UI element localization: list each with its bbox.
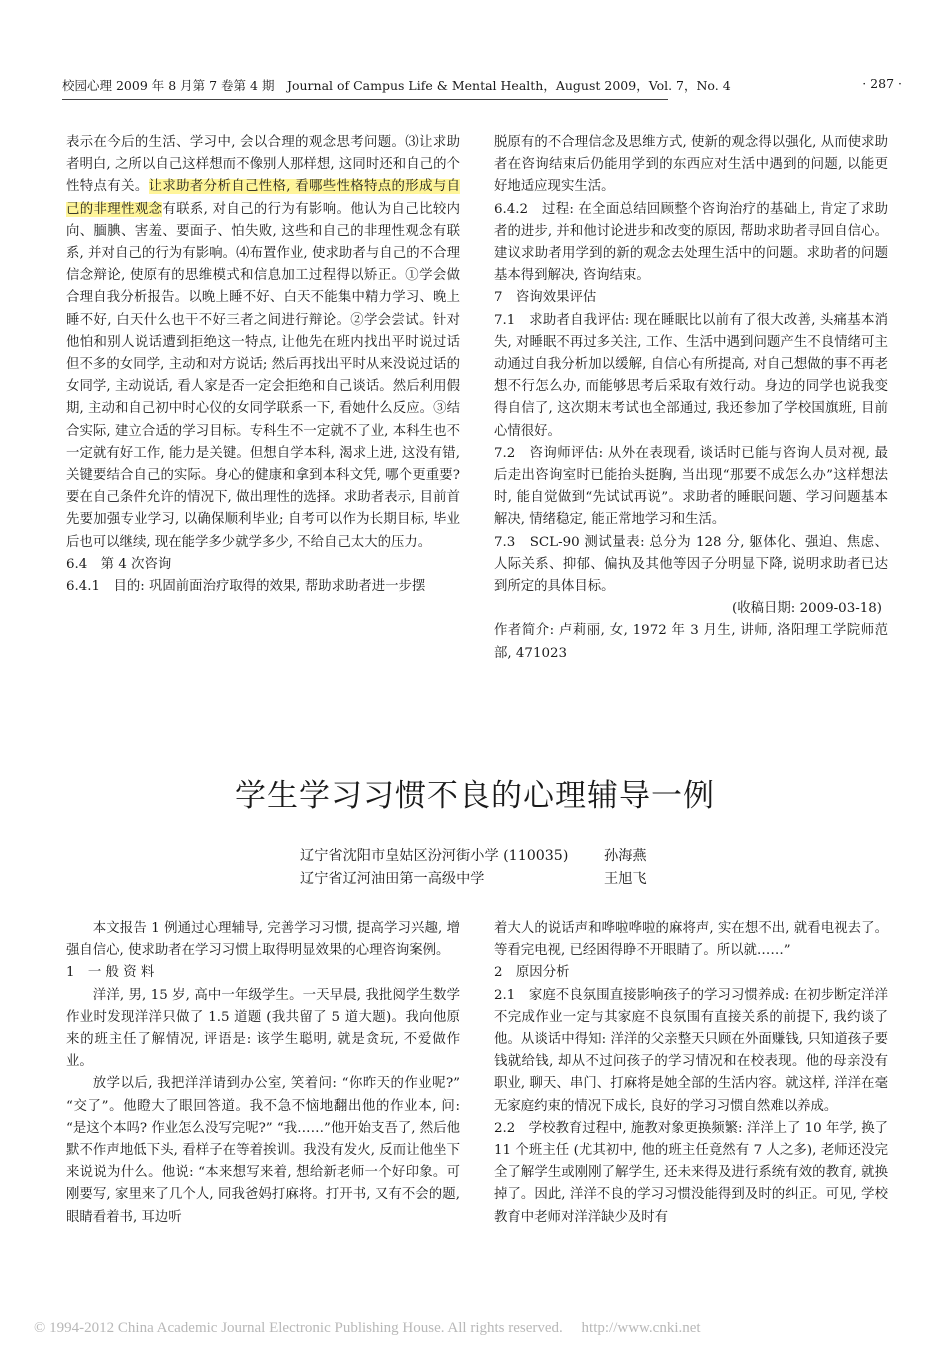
section-heading: 7 咨询效果评估 xyxy=(494,290,597,306)
article1-column-left xyxy=(66,132,460,598)
section-heading: 1 一 般 资 料 xyxy=(66,965,155,981)
author-name: 王旭飞 xyxy=(604,871,647,887)
article2-column-left xyxy=(66,918,460,1229)
article-title: 学生学习习惯不良的心理辅导一例 xyxy=(235,778,715,814)
author-name: 孙海燕 xyxy=(604,848,647,864)
paragraph-text: 有联系, 对自己的行为有影响。他认为自己比较内向、腼腆、害羞、要面子、怕失败, 这些和自己的非理性观念有联系, 并对自己的行为有影响。⑷布置作业, 使求助者与自己的不合理信念辩论, 使原有的思维模式和信息加工过程得以矫正。①学会做合理自我分析报告。以晚上睡不好、白天不能集中精力学习、晚上睡不好, 白天什么也干不好三者之间进行辩论。②学会尝试。针对他怕和别人说话遭到拒绝这一特点, 让他先在班内找出平时说过话但不多的女同学, 主动和对方说话; 然后再找出平时从来没说过话的女同学, 主动说话, 看人家是否一定会拒绝和自己谈话。然后利用假期, 主动和自己初中时心仪的女同学联系一下, 看她什么反应。③结合实际, 建立合适的学习目标。专科生不一定就不了业, 本科生也不一定就有好工作, 能力是关键。但想自学本科, 渴求上进, 这没有错, 关键要结合自己的实际。身心的健康和拿到本科文凭, 哪个更重要? 要在自己条件允许的情况下, 做出理性的选择。求助者表示, 目前首先要加强专业学习, 以确保顺利毕业; 自考可以作为长期目标, 毕业后也可以继续, 现在能学多少就学多少, 不给自己太大的压力。 xyxy=(66,201,460,550)
paragraph: 2.2 学校教育过程中, 施教对象更换频繁: 洋洋上了 10 年学, 换了 11 个班主任 (尤其初中, 他的班主任竟然有 7 人之多), 老师还没完全了解学生或刚刚了解学生, 还未来得及进行系统有效的教育, 就换掉了。因此, 洋洋不良的学习习惯没能得到及时的纠正。可见, 学校教育中老师对洋洋缺少及时有 xyxy=(494,1120,889,1225)
abstract: 本文报告 1 例通过心理辅导, 完善学习习惯, 提高学习兴趣, 增强自信心, 使求助者在学习习惯上取得明显效果的心理咨询案例。 xyxy=(66,921,460,959)
copyright-footer: © 1994-2012 China Academic Journal Electronic Publishing House. All rights reserved. http://www.cnki.net xyxy=(34,1320,701,1336)
affiliation: 辽宁省沈阳市皇姑区汾河街小学 (110035) xyxy=(300,848,569,864)
received-date: (收稿日期: 2009-03-18) xyxy=(732,601,882,617)
paragraph: 7.2 咨询师评估: 从外在表现看, 谈话时已能与咨询人员对视, 最后走出咨询室时已能抬头挺胸, 当出现“那要不成怎么办”这样想法时, 能自觉做到“先试试再说”。求助者的睡眠问题、学习问题基本解决, 情绪稳定, 能正常地学习和生活。 xyxy=(494,445,888,528)
paragraph: 6.4.1 目的: 巩固前面治疗取得的效果, 帮助求助者进一步摆 xyxy=(66,579,426,595)
author-bio: 作者简介: 卢莉丽, 女, 1972 年 3 月生, 讲师, 洛阳理工学院师范部, 471023 xyxy=(494,623,888,661)
paragraph: 7.3 SCL-90 测试量表: 总分为 128 分, 躯体化、强迫、焦虑、人际关系、抑郁、偏执及其他等因子分明显下降, 说明求助者已达到所定的具体目标。 xyxy=(494,534,888,595)
paragraph: 6.4.2 过程: 在全面总结回顾整个咨询治疗的基础上, 肯定了求助者的进步, 并和他讨论进步和改变的原因, 帮助求助者寻回自信心。建议求助者用学到的新的观念去处理生活中的问题。求助者的问题基本得到解决, 咨询结束。 xyxy=(494,201,888,284)
paragraph: 2.1 家庭不良氛围直接影响孩子的学习习惯养成: 在初步断定洋洋不完成作业一定与其家庭不良氛围有直接关系的前提下, 我约谈了他。从谈话中得知: 洋洋的父亲整天只顾在外面赚钱, 只知道孩子要钱就给钱, 却从不过问孩子的学习情况和在校表现。他的母亲没有职业, 聊天、串门、打麻将是她全部的生活内容。就这样, 洋洋在毫无家庭约束的情况下成长, 良好的学习习惯自然难以养成。 xyxy=(494,987,888,1114)
header-rule xyxy=(62,99,668,100)
paragraph: 脱原有的不合理信念及思维方式, 使新的观念得以强化, 从而使求助者在咨询结束后仍能用学到的东西应对生活中遇到的问题, 以能更好地适应现实生活。 xyxy=(494,135,888,195)
article2-column-right xyxy=(494,918,888,1229)
page-number: · 287 · xyxy=(862,76,902,91)
paragraph: 7.1 求助者自我评估: 现在睡眠比以前有了很大改善, 头痛基本消失, 对睡眠不再过多关注, 工作、生活中遇到问题产生不良情绪可主动通过自我分析加以缓解, 自信心有所提高, 对自己想做的事不再老想不行怎么办, 而能够思考后采取有效行动。身边的同学也说我变得自信了, 这次期末考试也全部通过, 我还参加了学校国旗班, 目前心情很好。 xyxy=(494,312,888,439)
section-heading: 2 原因分析 xyxy=(494,965,570,981)
paragraph xyxy=(66,132,460,554)
journal-header: 校园心理 2009 年 8 月第 7 卷第 4 期 Journal of Campus Life & Mental Health，August 2009，Vol. 7，No. 4 xyxy=(62,78,731,93)
affiliation: 辽宁省辽河油田第一高级中学 xyxy=(300,871,485,887)
paragraph: 着大人的说话声和哗啦哗啦的麻将声, 实在想不出, 就看电视去了。等看完电视, 已经困得睁不开眼睛了。所以就……” xyxy=(494,921,888,959)
article1-column-right xyxy=(494,132,888,665)
paragraph: 洋洋, 男, 15 岁, 高中一年级学生。一天早晨, 我批阅学生数学作业时发现洋洋只做了 1.5 道题 (我共留了 5 道大题)。我向他原来的班主任了解情况, 评语是: 该学生聪明, 就是贪玩, 不爱做作业。 xyxy=(66,987,460,1070)
section-heading: 6.4 第 4 次咨询 xyxy=(66,556,172,572)
paragraph-text: 表示在今后的生活、学习中, 会以合理的观念思考问题。⑶让求助者明白, 之所以自己这样想而不像别人那样想, 这同时还和自己的个性特点有关。 xyxy=(66,135,460,195)
paragraph: 放学以后, 我把洋洋请到办公室, 笑着问: “你昨天的作业呢?” “交了”。他瞪大了眼回答道。我不急不恼地翻出他的作业本, 问: “是这个本吗? 作业怎么没写完呢?” “我……”他开始支吾了, 然后他默不作声地低下头, 看样子在等着挨训。我没有发火, 反而让他坐下来说说为什么。他说: “本来想写来着, 想给新老师一个好印象。可刚要写, 家里来了几个人, 同我爸妈打麻将。打开书, 又有不会的题, 眼睛看着书, 耳边听 xyxy=(66,1076,460,1225)
highlighted-text: 让求助者分析自己性格, 看哪些性格特点的形成与自己的非理性观念 xyxy=(66,179,461,217)
